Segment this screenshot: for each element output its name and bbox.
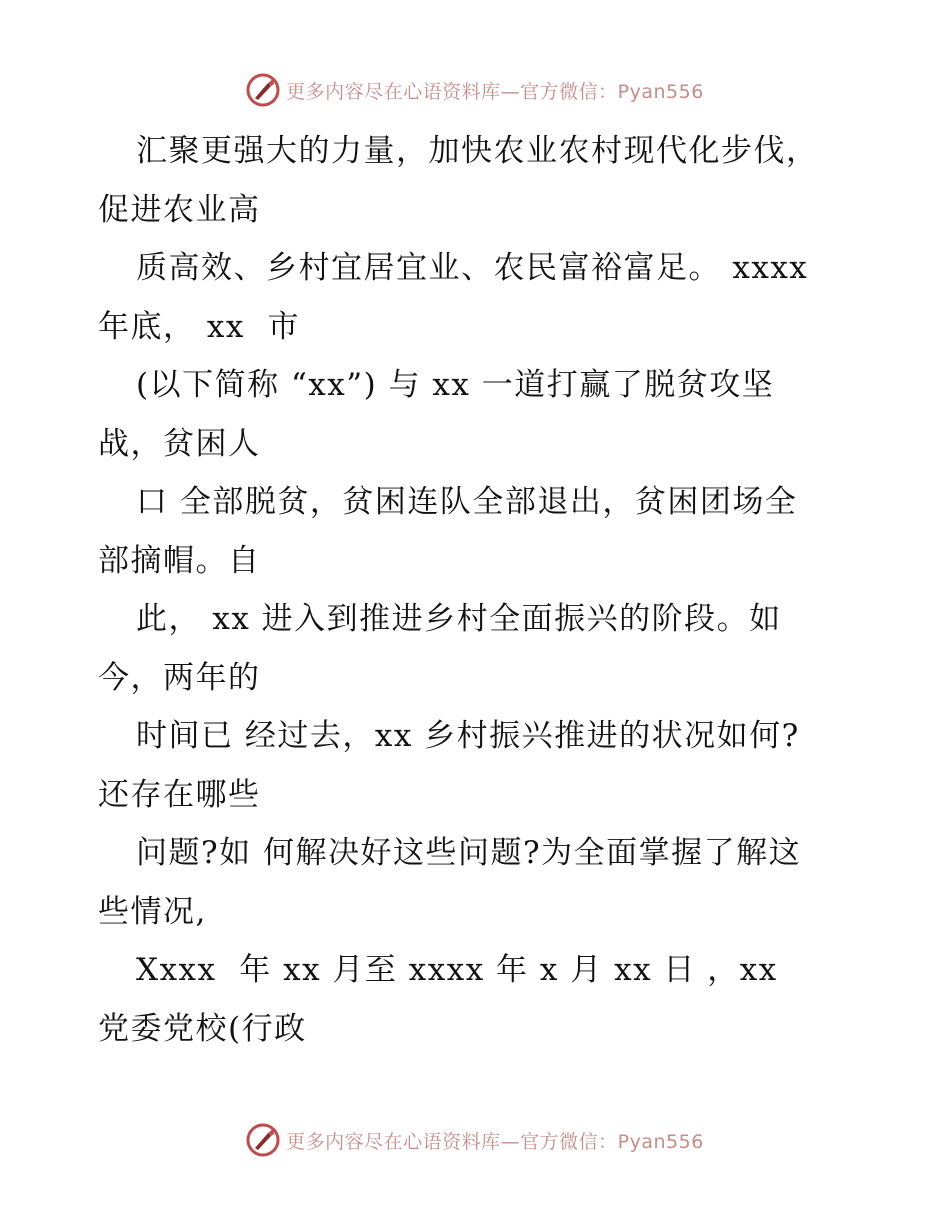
footer-watermark-text: 更多内容尽在心语资料库—官方微信：Pyan556 [286, 1130, 704, 1153]
text-line: (以下简称 “xx”) 与 xx 一道打赢了脱贫攻坚 [136, 367, 775, 403]
header-watermark [0, 70, 950, 110]
text-line: 口 全部脱贫，贫困连队全部退出，贫困团场全 [136, 484, 798, 520]
text-line: 战，贫困人 [98, 425, 261, 462]
quill-logo-icon [246, 73, 280, 107]
text-line: 年底， xx 市 [98, 308, 301, 345]
text-line: 党委党校(行政 [98, 1010, 307, 1047]
text-line: Xxxx 年 xx 月至 xxxx 年 x 月 xx 日 ，xx [136, 952, 778, 988]
header-watermark-text: 更多内容尽在心语资料库—官方微信：Pyan556 [286, 80, 704, 103]
text-line: 今，两年的 [98, 659, 261, 696]
text-line: 些情况, [98, 893, 207, 930]
text-line: 促进农业高 [98, 191, 261, 228]
text-line: 时间已 经过去，xx 乡村振兴推进的状况如何? [136, 718, 800, 754]
text-line: 质高效、乡村宜居宜业、农民富裕富足。 xxxx [136, 250, 809, 286]
document-body [98, 122, 858, 1058]
quill-logo-icon [246, 1123, 280, 1157]
text-line: 此， xx 进入到推进乡村全面振兴的阶段。如 [136, 601, 782, 637]
text-line: 部摘帽。自 [98, 542, 261, 579]
text-line: 还存在哪些 [98, 776, 261, 813]
text-line: 问题?如 何解决好这些问题?为全面掌握了解这 [136, 835, 802, 871]
footer-watermark [0, 1120, 950, 1160]
text-line: 汇聚更强大的力量，加快农业农村现代化步伐， [136, 133, 819, 169]
